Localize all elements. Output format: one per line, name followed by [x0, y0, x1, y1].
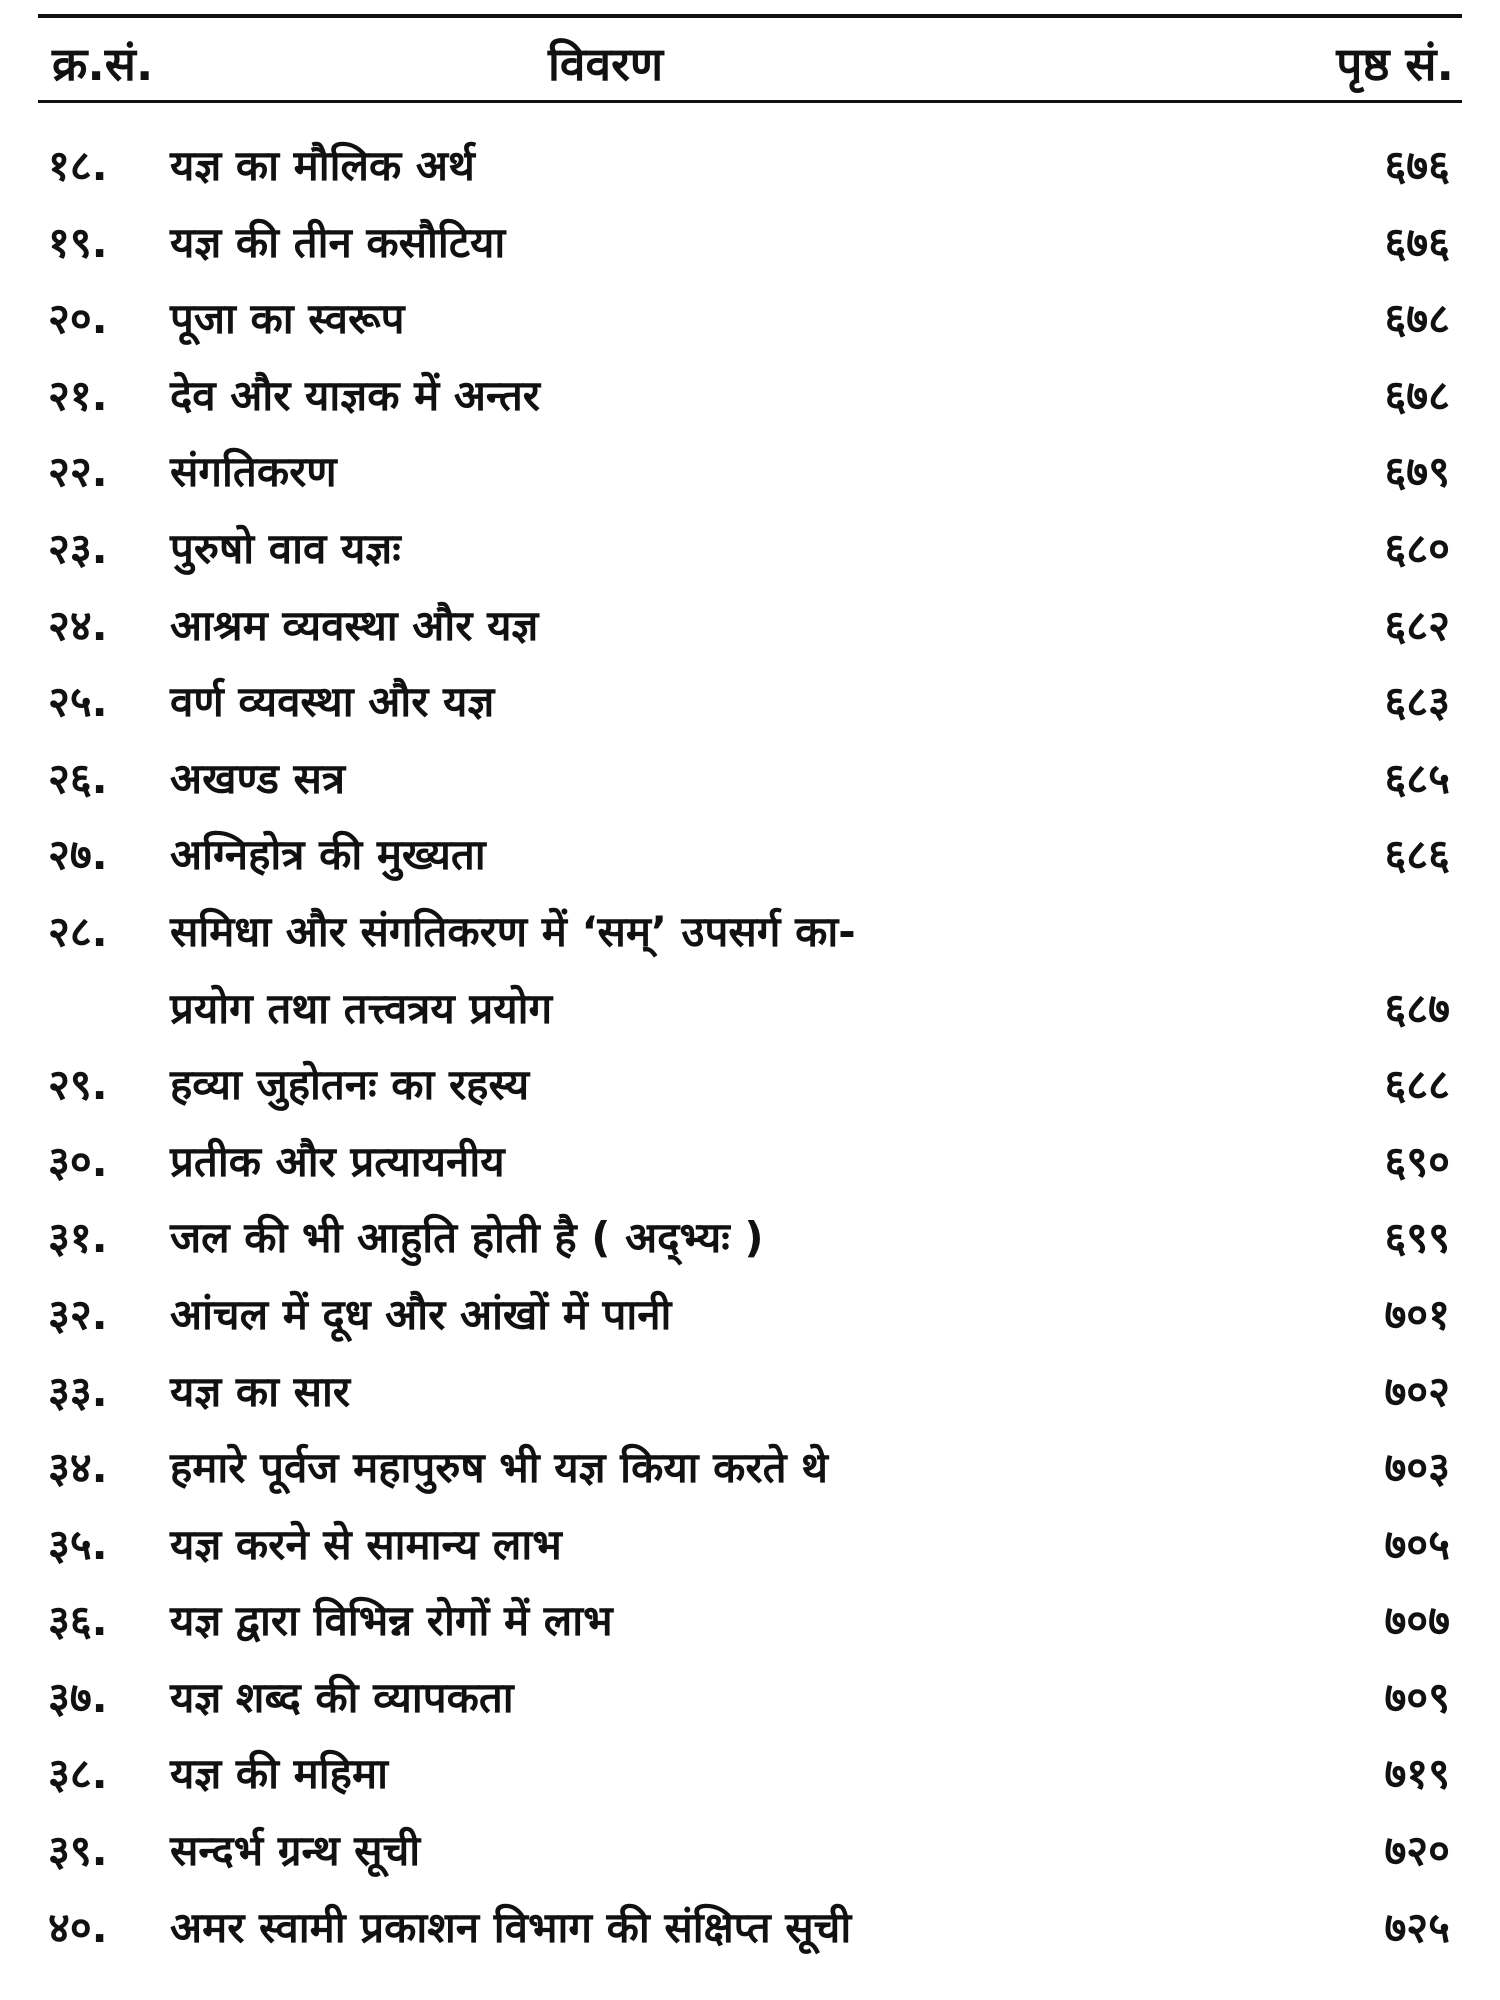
contents-list [0, 128, 1500, 1966]
serial-number: २४. [48, 600, 108, 650]
list-item [0, 971, 1500, 1048]
page-number: ७०७ [1384, 1596, 1450, 1646]
page-number: ७०९ [1384, 1672, 1450, 1722]
page-number: ६७८ [1384, 370, 1450, 420]
serial-number: २२. [48, 447, 108, 497]
table-header [38, 28, 1462, 98]
page-number: ६९० [1384, 1136, 1450, 1186]
item-description: आश्रम व्यवस्था और यज्ञ [170, 600, 539, 650]
serial-number: २१. [48, 370, 108, 420]
serial-number: १८. [48, 141, 108, 190]
serial-number: ३४. [48, 1443, 108, 1493]
item-description: प्रतीक और प्रत्यायनीय [170, 1136, 505, 1186]
header-page-number: पृष्ठ सं. [1336, 37, 1454, 91]
item-description: पूजा का स्वरूप [170, 294, 405, 344]
list-item [0, 817, 1500, 894]
page-number: ६७६ [1384, 217, 1450, 267]
list-item [0, 1354, 1500, 1431]
list-item [0, 1047, 1500, 1124]
list-item [0, 1890, 1500, 1967]
list-item [0, 358, 1500, 435]
list-item [0, 1277, 1500, 1354]
list-item [0, 1124, 1500, 1201]
item-description: यज्ञ का मौलिक अर्थ [170, 141, 475, 190]
item-description: अग्निहोत्र की मुख्यता [170, 830, 486, 880]
header-serial-number: क्र.सं. [52, 37, 154, 91]
header-description: विवरण [548, 37, 664, 91]
page-number: ६८० [1384, 523, 1450, 573]
list-item [0, 588, 1500, 665]
list-item [0, 1583, 1500, 1660]
serial-number: २८. [48, 906, 108, 956]
serial-number: ३५. [48, 1519, 108, 1569]
list-item [0, 1660, 1500, 1737]
page-number: ६८८ [1384, 1060, 1450, 1110]
page-number: ६८२ [1384, 600, 1450, 650]
item-description: यज्ञ की तीन कसौटिया [170, 217, 506, 267]
list-item [0, 664, 1500, 741]
page-number: ७१९ [1384, 1749, 1450, 1799]
serial-number: ३७. [48, 1672, 108, 1722]
item-description: हव्या जुहोतनः का रहस्य [170, 1060, 530, 1110]
page-number: ७०१ [1384, 1289, 1450, 1339]
serial-number: २५. [48, 677, 108, 727]
list-item [0, 894, 1500, 971]
serial-number: ४०. [48, 1902, 108, 1952]
page-number: ६८५ [1384, 753, 1450, 803]
page-number: ६८७ [1384, 983, 1450, 1033]
item-description: सन्दर्भ ग्रन्थ सूची [170, 1826, 421, 1876]
serial-number: ३३. [48, 1366, 108, 1416]
serial-number: ३२. [48, 1289, 108, 1339]
page-number: ६८६ [1384, 830, 1450, 880]
list-item [0, 741, 1500, 818]
item-description: आंचल में दूध और आंखों में पानी [170, 1289, 672, 1339]
serial-number: १९. [48, 217, 108, 267]
list-item [0, 1507, 1500, 1584]
list-item [0, 1813, 1500, 1890]
page-number: ७२० [1384, 1826, 1450, 1876]
item-description: संगतिकरण [170, 447, 337, 497]
item-description: अखण्ड सत्र [170, 753, 346, 803]
item-description: यज्ञ का सार [170, 1366, 351, 1416]
serial-number: ३९. [48, 1826, 108, 1876]
page-number: ७०५ [1384, 1519, 1450, 1569]
top-rule [38, 14, 1462, 18]
item-description: यज्ञ शब्द की व्यापकता [170, 1672, 514, 1722]
item-description: वर्ण व्यवस्था और यज्ञ [170, 677, 495, 727]
item-description: यज्ञ करने से सामान्य लाभ [170, 1519, 562, 1569]
serial-number: २३. [48, 523, 108, 573]
item-description: समिधा और संगतिकरण में ‘सम्’ उपसर्ग का- [170, 906, 856, 956]
serial-number: २६. [48, 753, 108, 803]
list-item [0, 1736, 1500, 1813]
item-description: अमर स्वामी प्रकाशन विभाग की संक्षिप्त सूची [170, 1902, 852, 1952]
page-number: ६८३ [1384, 677, 1450, 727]
page-number: ६७८ [1384, 294, 1450, 344]
page-number: ६७६ [1384, 141, 1450, 190]
list-item [0, 281, 1500, 358]
serial-number: २९. [48, 1060, 108, 1110]
list-item [0, 434, 1500, 511]
list-item [0, 205, 1500, 282]
serial-number: २७. [48, 830, 108, 880]
page-number: ७०३ [1384, 1443, 1450, 1493]
list-item [0, 1430, 1500, 1507]
item-description: प्रयोग तथा तत्त्वत्रय प्रयोग [170, 983, 553, 1033]
page-number: ६७९ [1384, 447, 1450, 497]
serial-number: ३६. [48, 1596, 108, 1646]
page-number: ६९९ [1384, 1213, 1450, 1263]
item-description: यज्ञ द्वारा विभिन्न रोगों में लाभ [170, 1596, 613, 1646]
item-description: पुरुषो वाव यज्ञः [170, 523, 401, 573]
page-number: ७०२ [1384, 1366, 1450, 1416]
list-item [0, 1200, 1500, 1277]
serial-number: ३१. [48, 1213, 108, 1263]
header-rule [38, 100, 1462, 103]
serial-number: ३०. [48, 1136, 108, 1186]
item-description: हमारे पूर्वज महापुरुष भी यज्ञ किया करते थे [170, 1443, 829, 1493]
serial-number: २०. [48, 294, 108, 344]
serial-number: ३८. [48, 1749, 108, 1799]
item-description: देव और याज्ञक में अन्तर [170, 370, 540, 420]
page-number: ७२५ [1384, 1902, 1450, 1952]
list-item [0, 128, 1500, 205]
item-description: जल की भी आहुति होती है ( अद्भ्यः ) [170, 1213, 764, 1263]
item-description: यज्ञ की महिमा [170, 1749, 388, 1799]
list-item [0, 511, 1500, 588]
